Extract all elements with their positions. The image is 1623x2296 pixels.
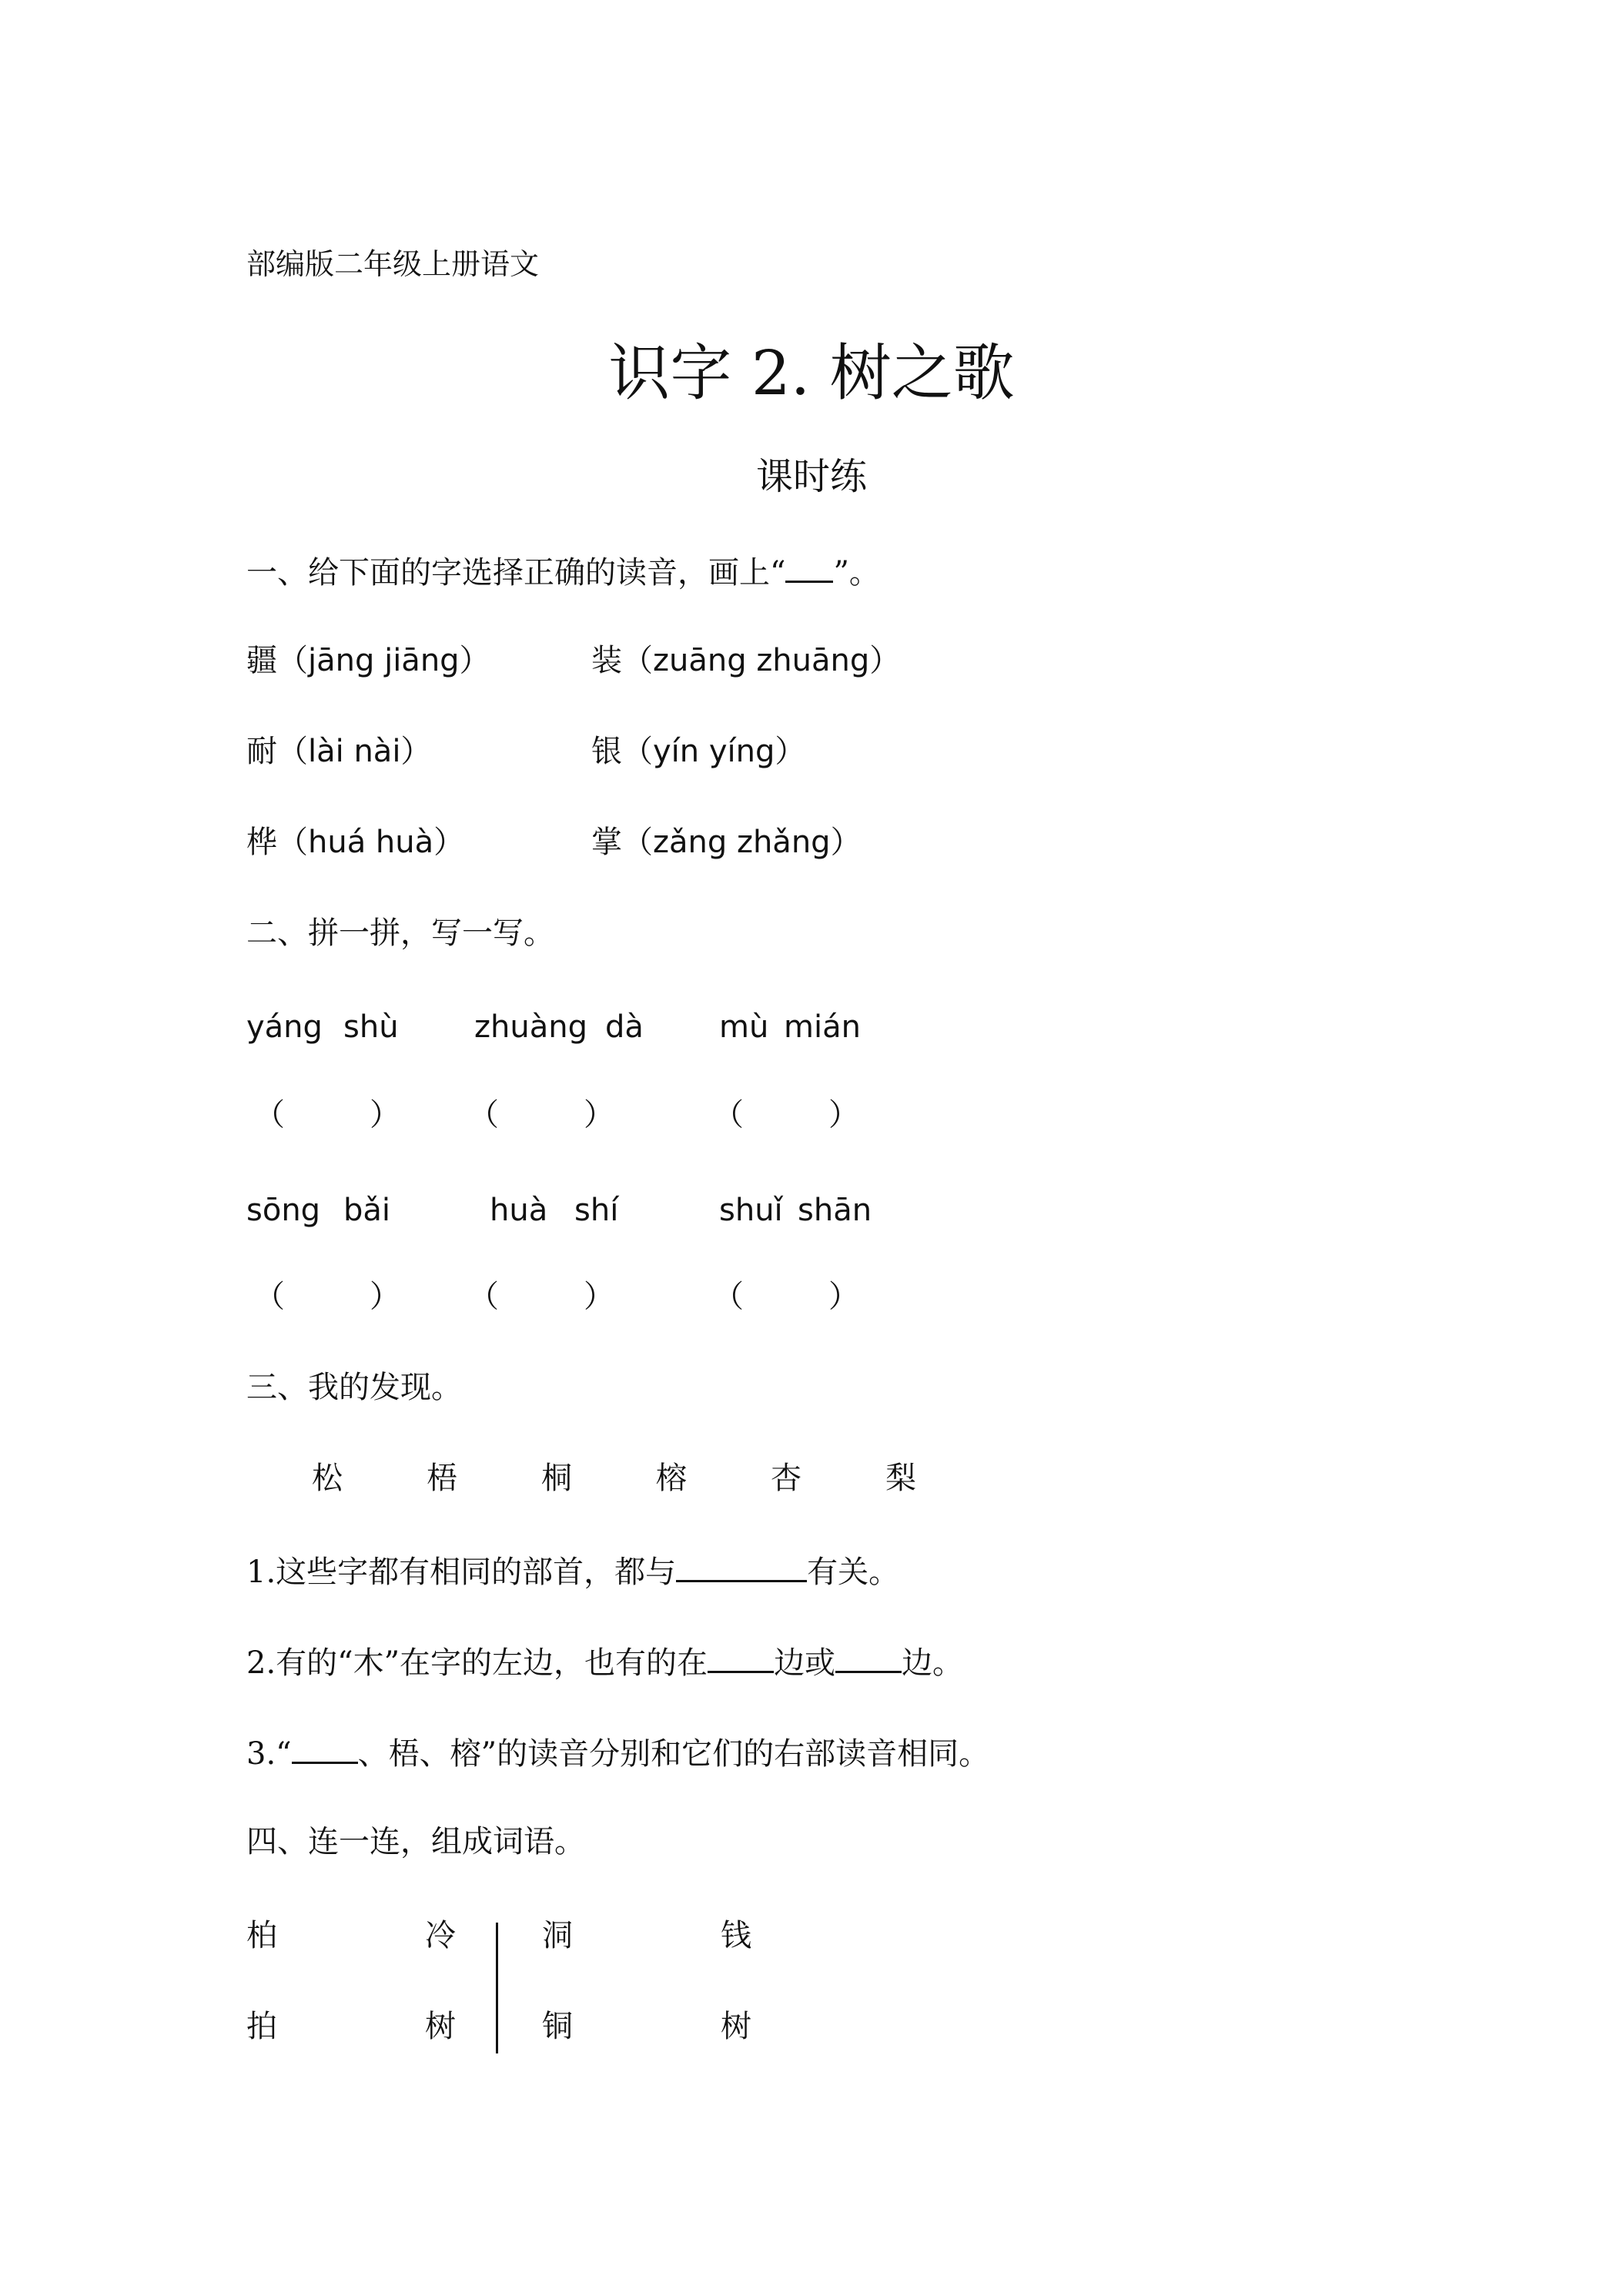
q2-pinyin: shù <box>343 1009 399 1045</box>
q3-char: 榕 <box>656 1461 687 1496</box>
answer-paren-close: ） <box>370 1097 400 1133</box>
q3-char: 杏 <box>771 1461 801 1496</box>
q1-item: 银（yín yíng） <box>591 734 806 769</box>
q4-heading: 四、连一连，组成词语。 <box>246 1824 585 1859</box>
q3-sentence-1: 1.这些字都有相同的部首，都与 有关。 <box>246 1555 900 1590</box>
q3-sentence-3: 3.“ 、梧、榕”的读音分别和它们的右部读音相同。 <box>246 1736 990 1772</box>
q1-underline-mark <box>785 554 833 583</box>
q2-pinyin: mián <box>784 1009 861 1045</box>
answer-paren-open: （ <box>468 1279 499 1314</box>
q4-word-right[interactable]: 洞 <box>542 1918 573 1953</box>
answer-paren-close: ） <box>584 1279 614 1314</box>
q3-char: 桐 <box>541 1461 572 1496</box>
answer-paren-open: （ <box>468 1097 499 1133</box>
q1-item: 装（zuāng zhuāng） <box>591 643 901 678</box>
q2-pinyin: zhuàng <box>474 1009 587 1045</box>
answer-paren-open: （ <box>713 1097 744 1133</box>
q4-word-left[interactable]: 树 <box>425 2009 456 2044</box>
document-header: 部编版二年级上册语文 <box>246 247 540 281</box>
page-title: 识字 2. 树之歌 <box>608 337 1015 409</box>
q4-word-right[interactable]: 树 <box>721 2009 751 2044</box>
q2-pinyin: mù <box>719 1009 769 1045</box>
q4-word-left[interactable]: 冷 <box>425 1918 456 1953</box>
q4-word-left[interactable]: 拍 <box>246 2009 277 2044</box>
q1-item: 疆（jāng jiāng） <box>246 643 490 678</box>
answer-paren-open: （ <box>713 1279 744 1314</box>
q2-pinyin: shuǐ <box>719 1193 783 1228</box>
q3-char: 松 <box>312 1461 343 1496</box>
answer-paren-close: ） <box>370 1279 400 1314</box>
column-divider <box>496 1923 498 2053</box>
q2-pinyin: shí <box>574 1193 619 1228</box>
fill-blank[interactable] <box>676 1554 807 1582</box>
q1-item: 耐（lài nài） <box>246 734 432 769</box>
q2-pinyin: yáng <box>246 1009 323 1045</box>
q2-pinyin: huà <box>490 1193 548 1228</box>
fill-blank[interactable] <box>292 1735 358 1764</box>
fill-blank[interactable] <box>835 1645 902 1673</box>
q2-heading: 二、拼一拼，写一写。 <box>246 915 554 951</box>
q4-word-right[interactable]: 铜 <box>542 2009 573 2044</box>
answer-paren-close: ） <box>828 1097 859 1133</box>
q1-item: 桦（huá huà） <box>246 825 465 860</box>
answer-paren-open: （ <box>254 1279 285 1314</box>
q1-heading: 一、给下面的字选择正确的读音，画上“ ”。 <box>246 555 880 591</box>
q3-heading: 三、我的发现。 <box>246 1370 462 1405</box>
answer-paren-close: ） <box>584 1097 614 1133</box>
q2-pinyin: dà <box>605 1009 644 1045</box>
q2-pinyin: bǎi <box>343 1193 391 1228</box>
q3-sentence-2: 2.有的“木”在字的左边，也有的在 边或 边。 <box>246 1645 964 1681</box>
q2-pinyin: sōng <box>246 1193 321 1228</box>
q3-char: 梧 <box>427 1461 457 1496</box>
q4-word-left[interactable]: 柏 <box>246 1918 277 1953</box>
q2-pinyin: shān <box>798 1193 872 1228</box>
fill-blank[interactable] <box>708 1645 774 1673</box>
q3-char: 梨 <box>885 1461 916 1496</box>
answer-paren-close: ） <box>828 1279 859 1314</box>
page-subtitle: 课时练 <box>755 455 867 498</box>
q4-word-right[interactable]: 钱 <box>721 1918 751 1953</box>
answer-paren-open: （ <box>254 1097 285 1133</box>
q1-item: 掌（zǎng zhǎng） <box>591 825 862 860</box>
